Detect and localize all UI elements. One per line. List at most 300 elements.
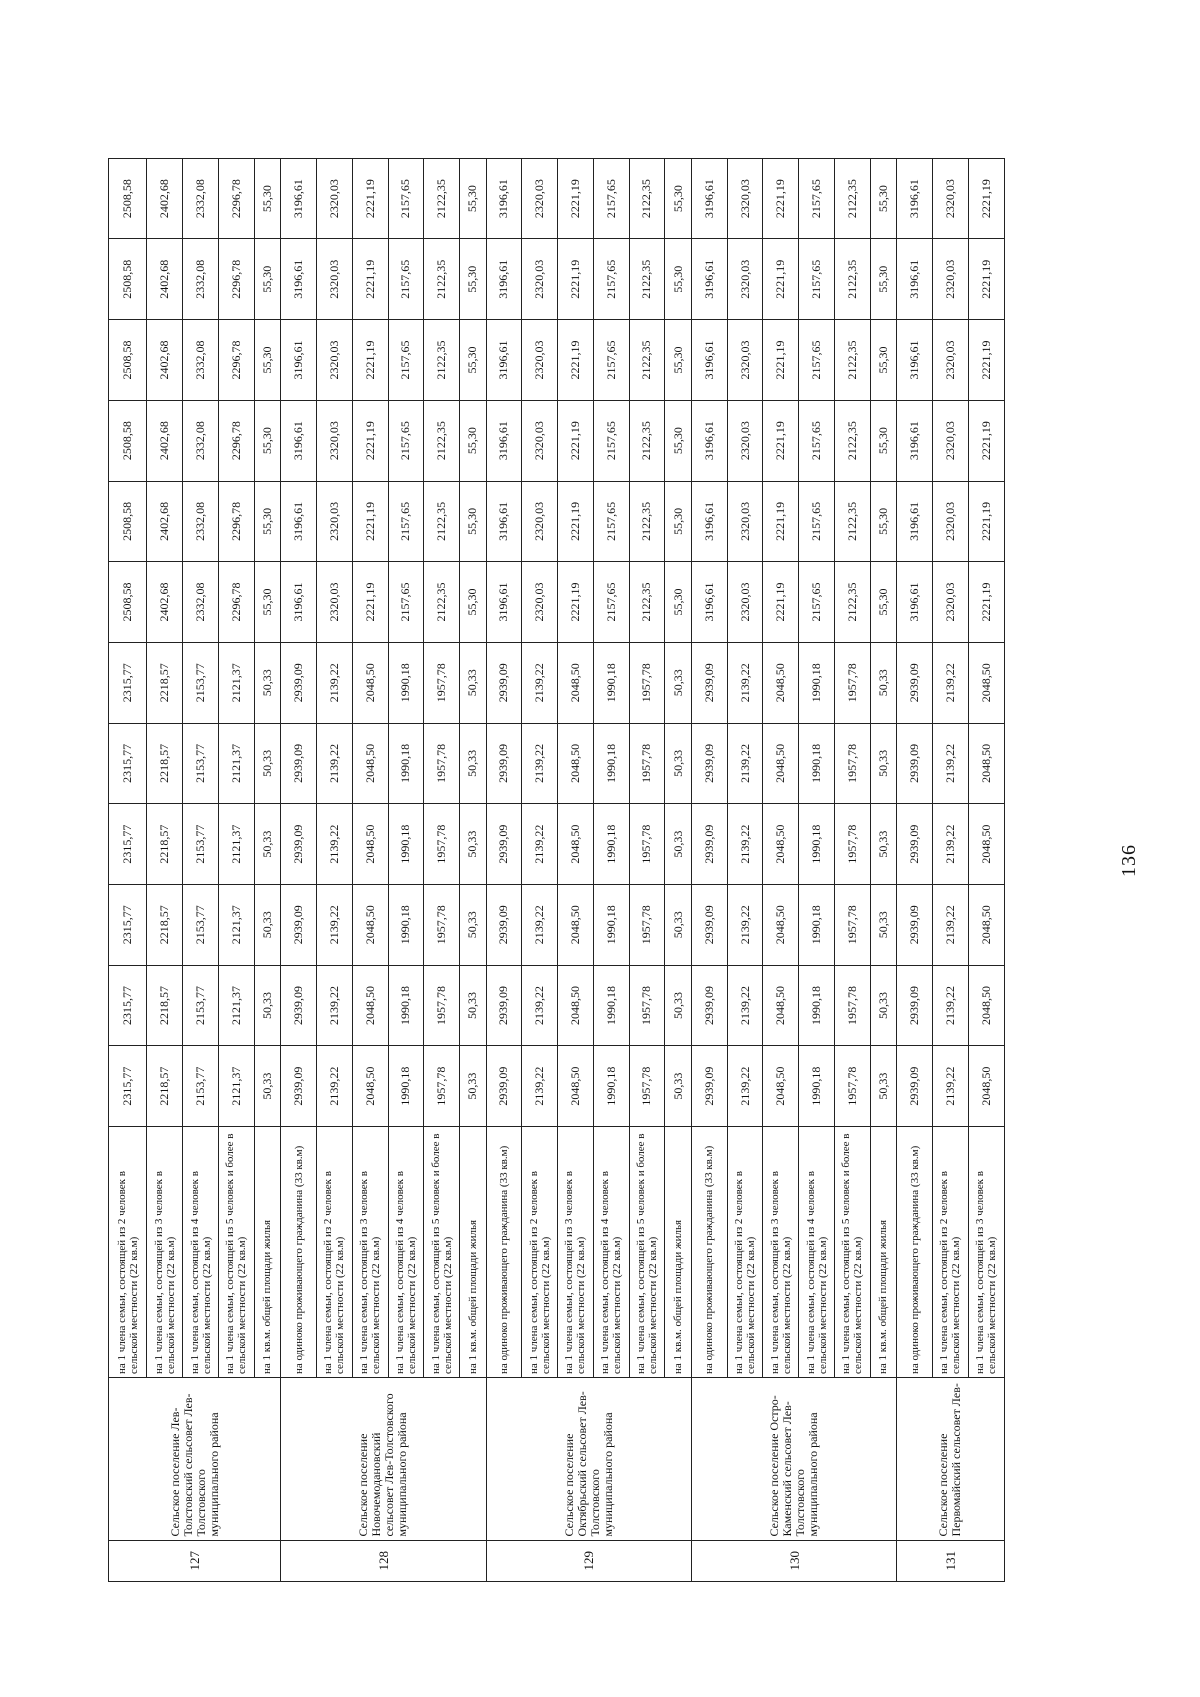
value-cell: 1957,78 bbox=[629, 642, 665, 723]
value-cell: 1990,18 bbox=[593, 884, 629, 965]
value-cell: 2122,35 bbox=[424, 239, 460, 320]
value-cell: 2320,03 bbox=[932, 158, 968, 239]
row-number: 129 bbox=[486, 1540, 691, 1581]
value-cell: 55,30 bbox=[665, 562, 692, 643]
value-cell: 2332,08 bbox=[183, 400, 219, 481]
value-cell: 2139,22 bbox=[522, 965, 558, 1046]
value-cell: 3196,61 bbox=[897, 239, 933, 320]
value-cell: 1990,18 bbox=[593, 1046, 629, 1127]
category-cell: на 1 члена семьи, состоящей из 2 человек в сельской местности (22 кв.м) bbox=[109, 1127, 147, 1378]
value-cell: 1957,78 bbox=[424, 804, 460, 885]
value-cell: 2121,37 bbox=[218, 723, 254, 804]
value-cell: 2157,65 bbox=[388, 562, 424, 643]
value-cell: 2320,03 bbox=[316, 400, 352, 481]
value-cell: 2157,65 bbox=[593, 481, 629, 562]
table-row bbox=[460, 78, 487, 1582]
value-cell: 2508,58 bbox=[109, 320, 147, 401]
value-cell: 2221,19 bbox=[763, 400, 799, 481]
value-cell: 2122,35 bbox=[834, 400, 870, 481]
value-cell: 3196,61 bbox=[486, 320, 522, 401]
value-cell: 1990,18 bbox=[388, 884, 424, 965]
value-cell: 55,30 bbox=[870, 562, 897, 643]
value-cell: 2157,65 bbox=[593, 400, 629, 481]
value-cell: 2221,19 bbox=[763, 481, 799, 562]
value-cell: 2939,09 bbox=[691, 642, 727, 723]
row-number: 127 bbox=[109, 1540, 281, 1581]
value-cell: 2221,19 bbox=[352, 481, 388, 562]
value-cell: 2139,22 bbox=[316, 884, 352, 965]
value-cell: 55,30 bbox=[460, 562, 487, 643]
value-cell: 3196,61 bbox=[897, 400, 933, 481]
value-cell: 2121,37 bbox=[218, 804, 254, 885]
category-cell: на 1 кв.м. общей площади жилья bbox=[665, 1127, 692, 1378]
value-cell: 50,33 bbox=[254, 1046, 281, 1127]
value-cell: 2157,65 bbox=[799, 239, 835, 320]
value-cell: 2048,50 bbox=[352, 884, 388, 965]
table-row bbox=[388, 78, 424, 1582]
value-cell: 2139,22 bbox=[316, 804, 352, 885]
value-cell: 1957,78 bbox=[424, 1046, 460, 1127]
table-row bbox=[281, 78, 317, 1582]
settlement-name: Сельское поселение Остро-Каменский сельсовет Лев-Толстовского муниципального района bbox=[691, 1378, 896, 1541]
value-cell: 2122,35 bbox=[629, 320, 665, 401]
value-cell: 2221,19 bbox=[763, 320, 799, 401]
category-cell: на 1 члена семьи, состоящей из 3 человек в сельской местности (22 кв.м) bbox=[763, 1127, 799, 1378]
value-cell: 2157,65 bbox=[388, 320, 424, 401]
value-cell: 2221,19 bbox=[558, 320, 594, 401]
value-cell: 2221,19 bbox=[352, 400, 388, 481]
table-row bbox=[932, 78, 968, 1582]
value-cell: 2139,22 bbox=[727, 884, 763, 965]
value-cell: 50,33 bbox=[870, 1046, 897, 1127]
value-cell: 2139,22 bbox=[727, 1046, 763, 1127]
value-cell: 2218,57 bbox=[147, 1046, 183, 1127]
value-cell: 3196,61 bbox=[897, 320, 933, 401]
value-cell: 2402,68 bbox=[147, 481, 183, 562]
value-cell: 2122,35 bbox=[834, 562, 870, 643]
value-cell: 2218,57 bbox=[147, 804, 183, 885]
value-cell: 2508,58 bbox=[109, 239, 147, 320]
value-cell: 2296,78 bbox=[218, 481, 254, 562]
value-cell: 2939,09 bbox=[897, 642, 933, 723]
value-cell: 2939,09 bbox=[486, 642, 522, 723]
value-cell: 2048,50 bbox=[558, 642, 594, 723]
value-cell: 2939,09 bbox=[281, 965, 317, 1046]
value-cell: 1990,18 bbox=[388, 1046, 424, 1127]
value-cell: 50,33 bbox=[254, 804, 281, 885]
table-row bbox=[316, 78, 352, 1582]
value-cell: 3196,61 bbox=[897, 562, 933, 643]
value-cell: 2296,78 bbox=[218, 158, 254, 239]
table-row bbox=[218, 78, 254, 1582]
value-cell: 1990,18 bbox=[799, 642, 835, 723]
value-cell: 3196,61 bbox=[486, 158, 522, 239]
category-cell: на одиноко проживающего гражданина (33 кв.м) bbox=[691, 1127, 727, 1378]
value-cell: 55,30 bbox=[665, 239, 692, 320]
category-cell: на 1 члена семьи, состоящей из 4 человек в сельской местности (22 кв.м) bbox=[593, 1127, 629, 1378]
value-cell: 2402,68 bbox=[147, 158, 183, 239]
value-cell: 3196,61 bbox=[691, 239, 727, 320]
value-cell: 50,33 bbox=[870, 723, 897, 804]
value-cell: 2139,22 bbox=[727, 965, 763, 1046]
value-cell: 2218,57 bbox=[147, 884, 183, 965]
value-cell: 2157,65 bbox=[388, 400, 424, 481]
value-cell: 55,30 bbox=[870, 481, 897, 562]
value-cell: 2508,58 bbox=[109, 562, 147, 643]
settlement-name: Сельское поселение Лев-Толстовский сельсовет Лев-Толстовского муниципального района bbox=[109, 1378, 281, 1541]
value-cell: 2221,19 bbox=[968, 320, 1004, 401]
value-cell: 2048,50 bbox=[558, 723, 594, 804]
value-cell: 50,33 bbox=[254, 965, 281, 1046]
value-cell: 2122,35 bbox=[629, 239, 665, 320]
value-cell: 2122,35 bbox=[629, 481, 665, 562]
value-cell: 3196,61 bbox=[486, 562, 522, 643]
value-cell: 3196,61 bbox=[691, 481, 727, 562]
value-cell: 1957,78 bbox=[834, 965, 870, 1046]
value-cell: 2939,09 bbox=[691, 965, 727, 1046]
value-cell: 2048,50 bbox=[558, 1046, 594, 1127]
value-cell: 2296,78 bbox=[218, 400, 254, 481]
value-cell: 3196,61 bbox=[281, 481, 317, 562]
value-cell: 3196,61 bbox=[486, 400, 522, 481]
table-row bbox=[109, 78, 147, 1582]
value-cell: 2939,09 bbox=[281, 642, 317, 723]
value-cell: 2332,08 bbox=[183, 158, 219, 239]
value-cell: 2139,22 bbox=[522, 884, 558, 965]
row-number: 130 bbox=[691, 1540, 896, 1581]
value-cell: 2122,35 bbox=[834, 239, 870, 320]
value-cell: 2157,65 bbox=[388, 239, 424, 320]
value-cell: 2320,03 bbox=[727, 400, 763, 481]
value-cell: 1957,78 bbox=[834, 1046, 870, 1127]
value-cell: 2320,03 bbox=[316, 481, 352, 562]
value-cell: 2121,37 bbox=[218, 965, 254, 1046]
category-cell: на 1 члена семьи, состоящей из 2 человек в сельской местности (22 кв.м) bbox=[932, 1127, 968, 1378]
value-cell: 2153,77 bbox=[183, 642, 219, 723]
value-cell: 2939,09 bbox=[281, 884, 317, 965]
value-cell: 3196,61 bbox=[691, 158, 727, 239]
value-cell: 50,33 bbox=[665, 1046, 692, 1127]
category-cell: на 1 члена семьи, состоящей из 2 человек в сельской местности (22 кв.м) bbox=[727, 1127, 763, 1378]
settlement-name: Сельское поселение Октябрьский сельсовет Лев-Толстовского муниципального района bbox=[486, 1378, 691, 1541]
value-cell: 2320,03 bbox=[522, 239, 558, 320]
value-cell: 2320,03 bbox=[932, 481, 968, 562]
value-cell: 2221,19 bbox=[352, 239, 388, 320]
value-cell: 1990,18 bbox=[593, 965, 629, 1046]
tariff-table-container bbox=[108, 77, 1005, 1582]
value-cell: 2939,09 bbox=[281, 1046, 317, 1127]
value-cell: 50,33 bbox=[460, 965, 487, 1046]
value-cell: 2939,09 bbox=[897, 804, 933, 885]
value-cell: 2121,37 bbox=[218, 1046, 254, 1127]
value-cell: 2402,68 bbox=[147, 320, 183, 401]
value-cell: 2315,77 bbox=[109, 723, 147, 804]
settlement-name: Сельское поселение Новочемодановский сельсовет Лев-Толстовского муниципального района bbox=[281, 1378, 486, 1541]
value-cell: 2048,50 bbox=[763, 723, 799, 804]
value-cell: 2122,35 bbox=[424, 481, 460, 562]
value-cell: 2332,08 bbox=[183, 239, 219, 320]
value-cell: 2157,65 bbox=[593, 239, 629, 320]
value-cell: 1957,78 bbox=[424, 884, 460, 965]
value-cell: 2139,22 bbox=[932, 884, 968, 965]
value-cell: 2939,09 bbox=[486, 1046, 522, 1127]
value-cell: 2048,50 bbox=[352, 642, 388, 723]
value-cell: 3196,61 bbox=[897, 481, 933, 562]
value-cell: 2320,03 bbox=[727, 562, 763, 643]
value-cell: 50,33 bbox=[870, 642, 897, 723]
value-cell: 2939,09 bbox=[486, 804, 522, 885]
table-row bbox=[834, 78, 870, 1582]
value-cell: 2048,50 bbox=[968, 642, 1004, 723]
value-cell: 2320,03 bbox=[522, 158, 558, 239]
value-cell: 2939,09 bbox=[486, 884, 522, 965]
value-cell: 2221,19 bbox=[763, 239, 799, 320]
value-cell: 2157,65 bbox=[593, 158, 629, 239]
value-cell: 1990,18 bbox=[388, 804, 424, 885]
value-cell: 2048,50 bbox=[763, 1046, 799, 1127]
table-row bbox=[558, 78, 594, 1582]
value-cell: 50,33 bbox=[870, 965, 897, 1046]
value-cell: 55,30 bbox=[870, 400, 897, 481]
value-cell: 50,33 bbox=[870, 884, 897, 965]
value-cell: 55,30 bbox=[254, 239, 281, 320]
value-cell: 2157,65 bbox=[799, 400, 835, 481]
value-cell: 2939,09 bbox=[897, 1046, 933, 1127]
value-cell: 3196,61 bbox=[486, 481, 522, 562]
value-cell: 55,30 bbox=[460, 481, 487, 562]
settlement-name: Сельское поселение Первомайский сельсовет Лев- bbox=[897, 1378, 1004, 1541]
value-cell: 2157,65 bbox=[388, 481, 424, 562]
row-number: 128 bbox=[281, 1540, 486, 1581]
table-row bbox=[254, 78, 281, 1582]
value-cell: 2048,50 bbox=[558, 804, 594, 885]
value-cell: 1957,78 bbox=[834, 884, 870, 965]
table-row bbox=[486, 78, 522, 1582]
value-cell: 2048,50 bbox=[352, 723, 388, 804]
value-cell: 2048,50 bbox=[763, 884, 799, 965]
value-cell: 2402,68 bbox=[147, 400, 183, 481]
value-cell: 2157,65 bbox=[593, 320, 629, 401]
value-cell: 50,33 bbox=[665, 642, 692, 723]
value-cell: 55,30 bbox=[870, 239, 897, 320]
value-cell: 2332,08 bbox=[183, 320, 219, 401]
value-cell: 2221,19 bbox=[558, 239, 594, 320]
value-cell: 50,33 bbox=[665, 804, 692, 885]
value-cell: 2320,03 bbox=[522, 320, 558, 401]
page-number: 136 bbox=[1118, 844, 1140, 877]
value-cell: 2320,03 bbox=[316, 158, 352, 239]
table-body bbox=[109, 78, 1005, 1582]
value-cell: 2153,77 bbox=[183, 884, 219, 965]
table-row bbox=[147, 78, 183, 1582]
value-cell: 2153,77 bbox=[183, 965, 219, 1046]
value-cell: 55,30 bbox=[460, 239, 487, 320]
value-cell: 2139,22 bbox=[727, 642, 763, 723]
value-cell: 2320,03 bbox=[522, 481, 558, 562]
value-cell: 1990,18 bbox=[593, 723, 629, 804]
value-cell: 2221,19 bbox=[968, 481, 1004, 562]
value-cell: 2139,22 bbox=[316, 642, 352, 723]
category-cell: на 1 члена семьи, состоящей из 3 человек в сельской местности (22 кв.м) bbox=[352, 1127, 388, 1378]
value-cell: 2048,50 bbox=[558, 965, 594, 1046]
value-cell: 2218,57 bbox=[147, 642, 183, 723]
value-cell: 1957,78 bbox=[629, 884, 665, 965]
category-cell: на 1 члена семьи, состоящей из 4 человек в сельской местности (22 кв.м) bbox=[183, 1127, 219, 1378]
value-cell: 2048,50 bbox=[968, 884, 1004, 965]
value-cell: 2221,19 bbox=[968, 239, 1004, 320]
value-cell: 2402,68 bbox=[147, 562, 183, 643]
value-cell: 2153,77 bbox=[183, 723, 219, 804]
value-cell: 50,33 bbox=[665, 884, 692, 965]
value-cell: 2048,50 bbox=[763, 804, 799, 885]
value-cell: 1957,78 bbox=[424, 965, 460, 1046]
value-cell: 2122,35 bbox=[424, 158, 460, 239]
value-cell: 1957,78 bbox=[834, 723, 870, 804]
value-cell: 50,33 bbox=[254, 884, 281, 965]
value-cell: 2153,77 bbox=[183, 1046, 219, 1127]
value-cell: 2122,35 bbox=[424, 562, 460, 643]
value-cell: 50,33 bbox=[870, 804, 897, 885]
value-cell: 2048,50 bbox=[763, 965, 799, 1046]
value-cell: 1957,78 bbox=[424, 723, 460, 804]
value-cell: 2048,50 bbox=[968, 965, 1004, 1046]
value-cell: 55,30 bbox=[665, 320, 692, 401]
table-row bbox=[424, 78, 460, 1582]
value-cell: 1990,18 bbox=[799, 723, 835, 804]
value-cell: 2320,03 bbox=[316, 562, 352, 643]
value-cell: 2320,03 bbox=[727, 158, 763, 239]
value-cell: 2157,65 bbox=[388, 158, 424, 239]
value-cell: 2320,03 bbox=[932, 239, 968, 320]
value-cell: 2122,35 bbox=[629, 400, 665, 481]
value-cell: 2048,50 bbox=[968, 804, 1004, 885]
value-cell: 1957,78 bbox=[834, 804, 870, 885]
value-cell: 1957,78 bbox=[629, 965, 665, 1046]
value-cell: 3196,61 bbox=[281, 320, 317, 401]
value-cell: 2048,50 bbox=[558, 884, 594, 965]
value-cell: 55,30 bbox=[254, 562, 281, 643]
category-cell: на 1 кв.м. общей площади жилья bbox=[460, 1127, 487, 1378]
value-cell: 2122,35 bbox=[424, 400, 460, 481]
value-cell: 50,33 bbox=[665, 723, 692, 804]
category-cell: на 1 члена семьи, состоящей из 3 человек в сельской местности (22 кв.м) bbox=[147, 1127, 183, 1378]
value-cell: 50,33 bbox=[460, 1046, 487, 1127]
value-cell: 55,30 bbox=[665, 481, 692, 562]
value-cell: 2221,19 bbox=[763, 562, 799, 643]
value-cell: 2048,50 bbox=[352, 804, 388, 885]
value-cell: 2315,77 bbox=[109, 1046, 147, 1127]
value-cell: 55,30 bbox=[254, 320, 281, 401]
value-cell: 2139,22 bbox=[932, 804, 968, 885]
table-row bbox=[522, 78, 558, 1582]
value-cell: 2320,03 bbox=[316, 320, 352, 401]
value-cell: 2139,22 bbox=[522, 804, 558, 885]
value-cell: 2221,19 bbox=[558, 481, 594, 562]
value-cell: 2508,58 bbox=[109, 400, 147, 481]
value-cell: 3196,61 bbox=[281, 239, 317, 320]
table-row bbox=[763, 78, 799, 1582]
value-cell: 55,30 bbox=[870, 320, 897, 401]
category-cell: на 1 члена семьи, состоящей из 4 человек в сельской местности (22 кв.м) bbox=[388, 1127, 424, 1378]
value-cell: 2221,19 bbox=[558, 400, 594, 481]
value-cell: 55,30 bbox=[460, 400, 487, 481]
value-cell: 55,30 bbox=[254, 400, 281, 481]
value-cell: 2320,03 bbox=[727, 481, 763, 562]
value-cell: 2218,57 bbox=[147, 965, 183, 1046]
value-cell: 1990,18 bbox=[799, 884, 835, 965]
value-cell: 2296,78 bbox=[218, 320, 254, 401]
value-cell: 2139,22 bbox=[522, 642, 558, 723]
value-cell: 2157,65 bbox=[799, 320, 835, 401]
value-cell: 2048,50 bbox=[968, 723, 1004, 804]
category-cell: на 1 члена семьи, состоящей из 2 человек в сельской местности (22 кв.м) bbox=[522, 1127, 558, 1378]
value-cell: 2402,68 bbox=[147, 239, 183, 320]
table-row bbox=[870, 78, 897, 1582]
value-cell: 50,33 bbox=[665, 965, 692, 1046]
value-cell: 55,30 bbox=[665, 400, 692, 481]
category-cell: на 1 члена семьи, состоящей из 5 человек и более в сельской местности (22 кв.м) bbox=[629, 1127, 665, 1378]
value-cell: 2157,65 bbox=[799, 481, 835, 562]
value-cell: 2221,19 bbox=[968, 158, 1004, 239]
value-cell: 2221,19 bbox=[352, 320, 388, 401]
value-cell: 2139,22 bbox=[932, 1046, 968, 1127]
value-cell: 3196,61 bbox=[691, 562, 727, 643]
value-cell: 1957,78 bbox=[629, 723, 665, 804]
value-cell: 2139,22 bbox=[522, 1046, 558, 1127]
value-cell: 2157,65 bbox=[593, 562, 629, 643]
table-row bbox=[183, 78, 219, 1582]
value-cell: 1990,18 bbox=[593, 642, 629, 723]
value-cell: 1957,78 bbox=[834, 642, 870, 723]
table-row bbox=[352, 78, 388, 1582]
value-cell: 2939,09 bbox=[897, 723, 933, 804]
value-cell: 2939,09 bbox=[691, 1046, 727, 1127]
category-cell: на одиноко проживающего гражданина (33 кв.м) bbox=[897, 1127, 933, 1378]
value-cell: 2122,35 bbox=[834, 320, 870, 401]
value-cell: 2221,19 bbox=[763, 158, 799, 239]
value-cell: 2139,22 bbox=[932, 723, 968, 804]
value-cell: 50,33 bbox=[460, 642, 487, 723]
value-cell: 2320,03 bbox=[932, 320, 968, 401]
table-row bbox=[665, 78, 692, 1582]
value-cell: 2320,03 bbox=[316, 239, 352, 320]
value-cell: 2221,19 bbox=[352, 158, 388, 239]
value-cell: 50,33 bbox=[254, 642, 281, 723]
value-cell: 2508,58 bbox=[109, 158, 147, 239]
value-cell: 2139,22 bbox=[727, 804, 763, 885]
value-cell: 50,33 bbox=[460, 804, 487, 885]
value-cell: 2122,35 bbox=[834, 158, 870, 239]
value-cell: 1990,18 bbox=[388, 642, 424, 723]
value-cell: 2939,09 bbox=[281, 723, 317, 804]
value-cell: 2939,09 bbox=[281, 804, 317, 885]
value-cell: 2320,03 bbox=[727, 239, 763, 320]
category-cell: на 1 члена семьи, состоящей из 2 человек в сельской местности (22 кв.м) bbox=[316, 1127, 352, 1378]
value-cell: 1990,18 bbox=[799, 965, 835, 1046]
value-cell: 2315,77 bbox=[109, 642, 147, 723]
value-cell: 2939,09 bbox=[486, 723, 522, 804]
value-cell: 2939,09 bbox=[897, 965, 933, 1046]
value-cell: 55,30 bbox=[460, 320, 487, 401]
value-cell: 2296,78 bbox=[218, 562, 254, 643]
category-cell: на 1 кв.м. общей площади жилья bbox=[870, 1127, 897, 1378]
value-cell: 1990,18 bbox=[388, 965, 424, 1046]
value-cell: 3196,61 bbox=[897, 158, 933, 239]
value-cell: 3196,61 bbox=[281, 562, 317, 643]
category-cell: на одиноко проживающего гражданина (33 кв.м) bbox=[281, 1127, 317, 1378]
value-cell: 2320,03 bbox=[932, 400, 968, 481]
value-cell: 2139,22 bbox=[932, 965, 968, 1046]
